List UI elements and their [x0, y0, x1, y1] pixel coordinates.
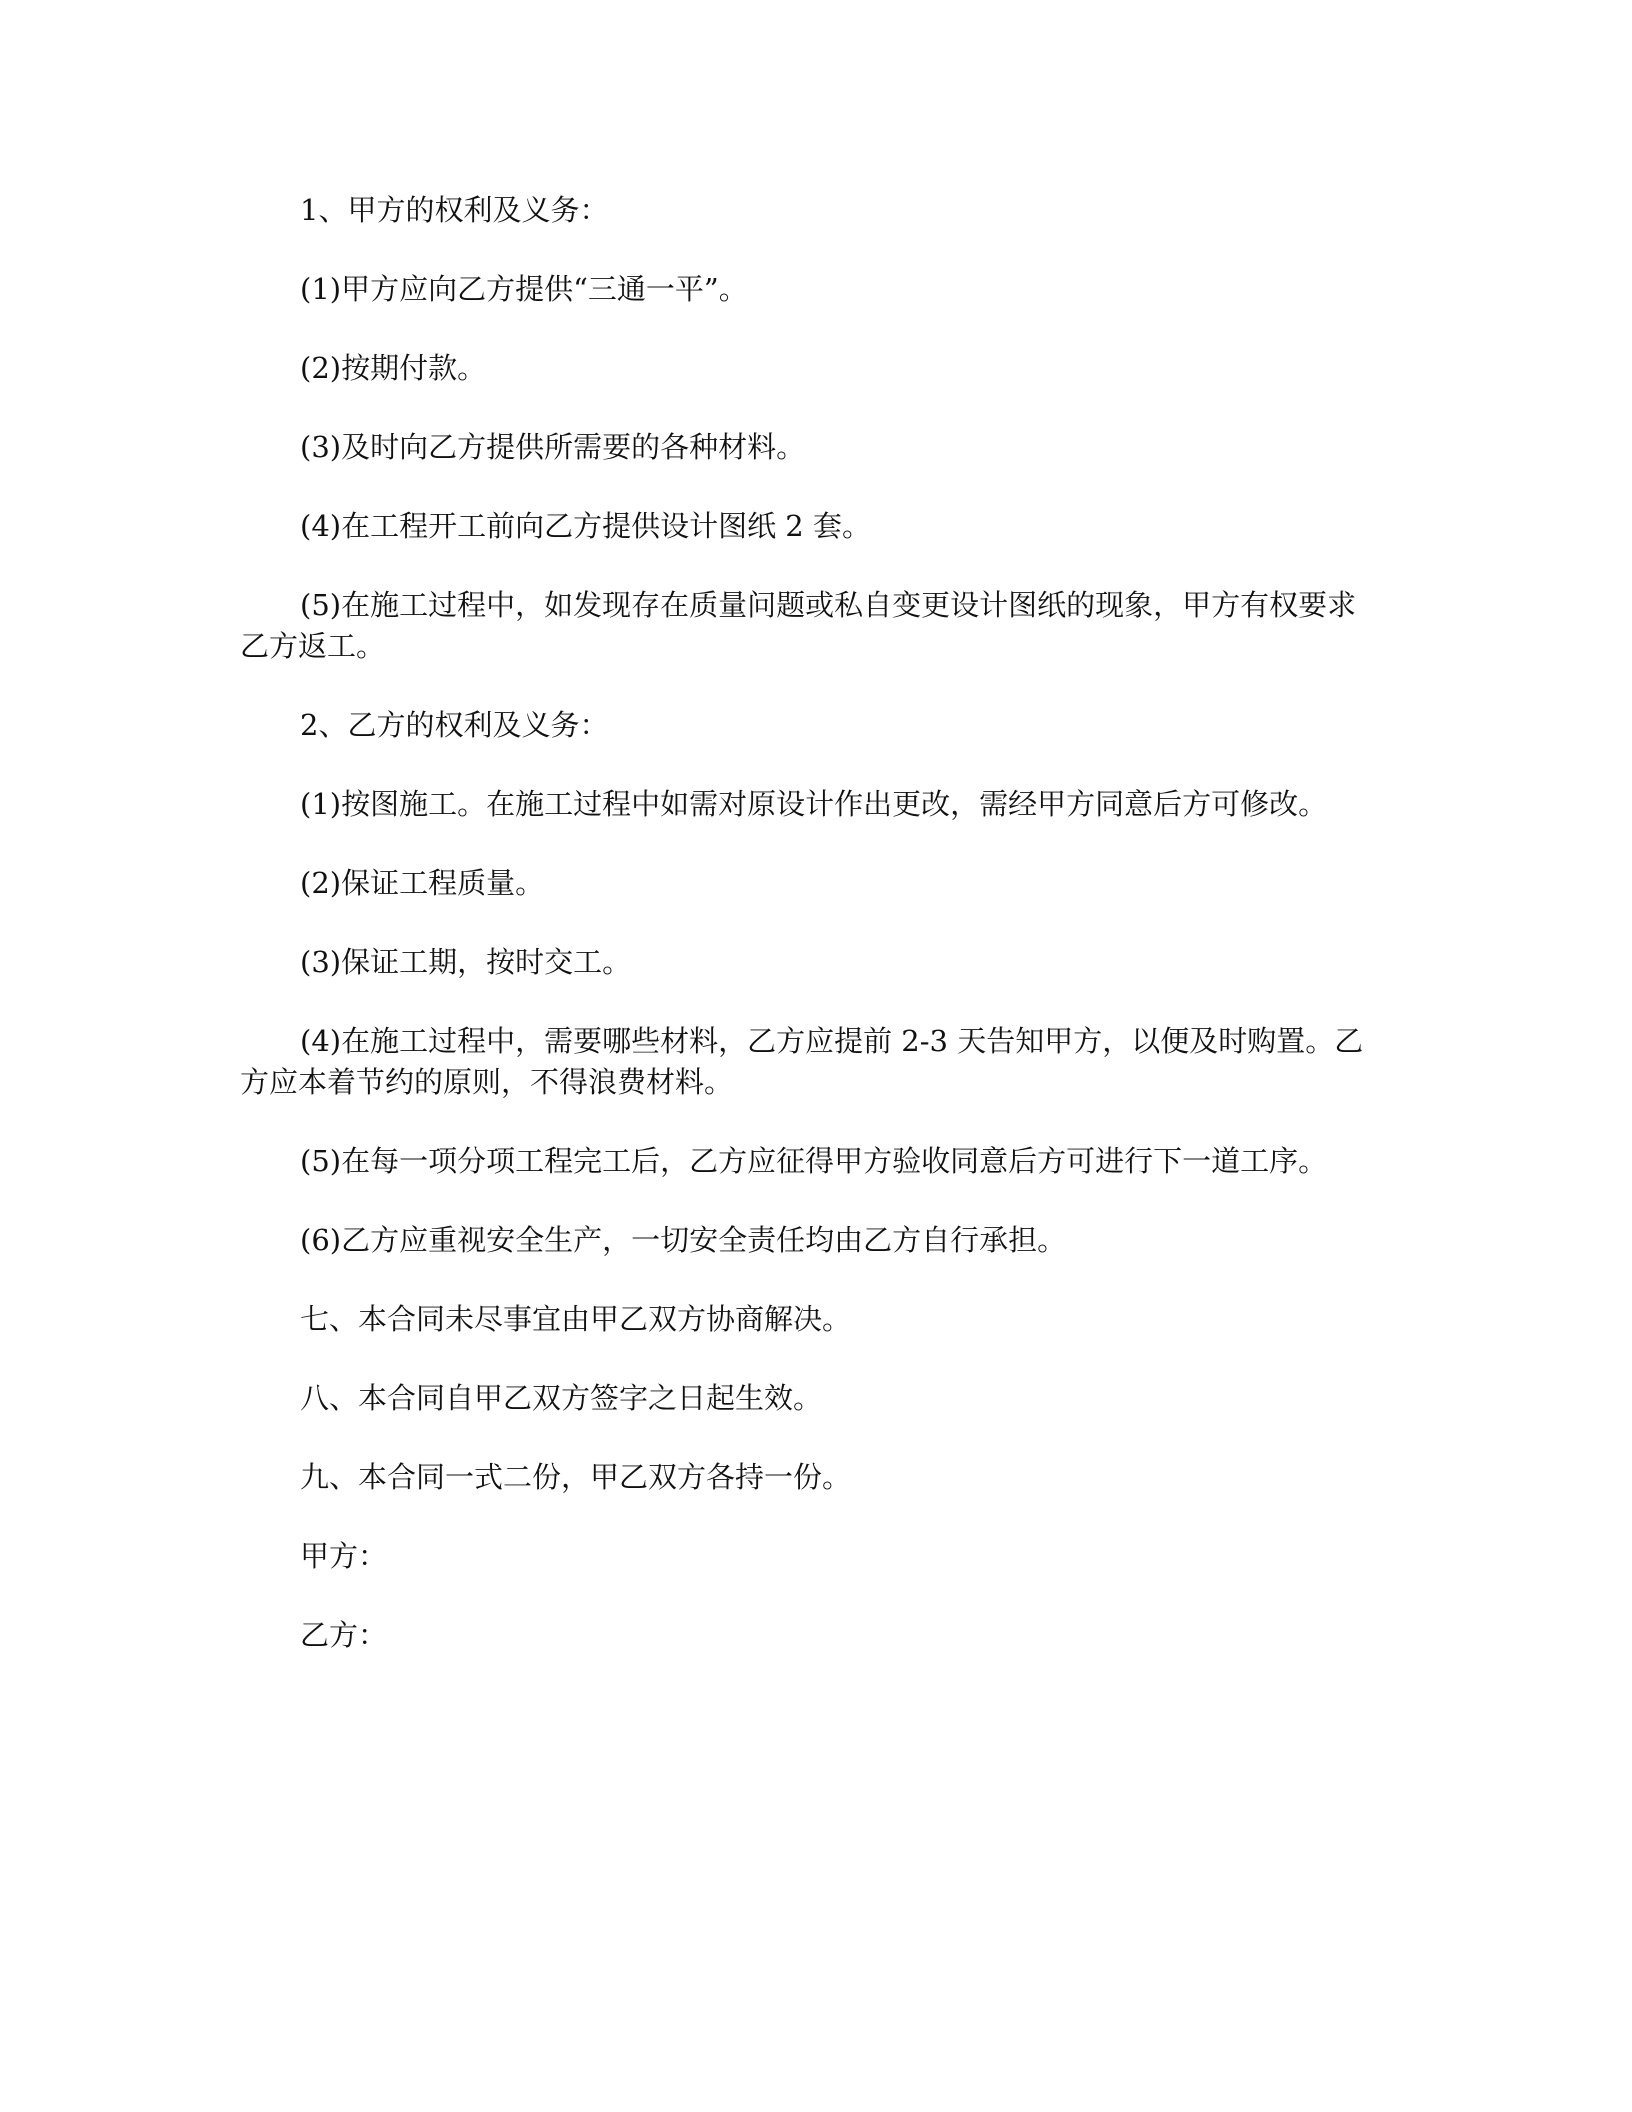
article-nine: 九、本合同一式二份，甲乙双方各持一份。	[300, 1460, 852, 1494]
party-a-clause-2: (2)按期付款。	[300, 351, 487, 385]
party-b-clause-4: (4)在施工过程中，需要哪些材料，乙方应提前 2-3 天告知甲方，以便及时购置。乙方应本着节约的原则，不得浪费材料。	[240, 1024, 1364, 1099]
document-body	[240, 190, 1365, 1694]
party-b-clause-6: (6)乙方应重视安全生产，一切安全责任均由乙方自行承担。	[300, 1223, 1067, 1257]
article-seven: 七、本合同未尽事宜由甲乙双方协商解决。	[300, 1302, 852, 1336]
party-b-clause-1: (1)按图施工。在施工过程中如需对原设计作出更改，需经甲方同意后方可修改。	[300, 787, 1328, 821]
party-b-rights-heading: 2、乙方的权利及义务：	[300, 708, 609, 742]
party-b-clause-3: (3)保证工期，按时交工。	[300, 945, 632, 979]
party-a-clause-1: (1)甲方应向乙方提供“三通一平”。	[300, 272, 748, 306]
party-a-clause-4: (4)在工程开工前向乙方提供设计图纸 2 套。	[300, 509, 871, 543]
party-a-rights-heading: 1、甲方的权利及义务：	[300, 193, 609, 227]
party-b-clause-5: (5)在每一项分项工程完工后，乙方应征得甲方验收同意后方可进行下一道工序。	[300, 1144, 1328, 1178]
party-a-clause-5: (5)在施工过程中，如发现存在质量问题或私自变更设计图纸的现象，甲方有权要求乙方返工。	[240, 588, 1357, 663]
party-a-signature-label: 甲方：	[300, 1539, 388, 1573]
party-a-clause-3: (3)及时向乙方提供所需要的各种材料。	[300, 430, 806, 464]
article-eight: 八、本合同自甲乙双方签字之日起生效。	[300, 1381, 823, 1415]
party-b-signature-label: 乙方：	[300, 1618, 388, 1652]
party-b-clause-2: (2)保证工程质量。	[300, 866, 545, 900]
